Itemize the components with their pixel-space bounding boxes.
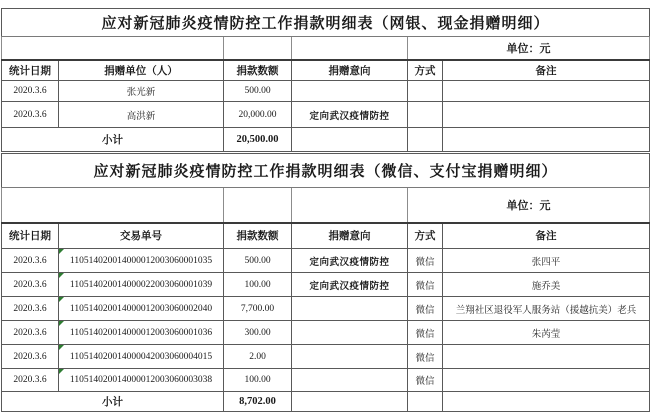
column-header-intent: 捐赠意向 bbox=[292, 60, 408, 81]
cell-method: 微信 bbox=[408, 273, 443, 297]
cell-payer: 高洪新 bbox=[59, 102, 224, 128]
column-header-date: 统计日期 bbox=[2, 60, 59, 81]
cell-note: 朱芮莹 bbox=[443, 321, 650, 345]
unit-label: 单位：元 bbox=[408, 188, 650, 223]
subtotal-label: 小计 bbox=[2, 128, 224, 152]
table-row bbox=[2, 154, 650, 188]
cell-intent: 定向武汉疫情防控 bbox=[292, 273, 408, 297]
empty-cell bbox=[292, 37, 408, 60]
column-header-txn: 交易单号 bbox=[59, 223, 224, 249]
subtotal-amount: 20,500.00 bbox=[224, 128, 292, 152]
cell-amount: 100.00 bbox=[224, 369, 292, 392]
cell-payer: 张光新 bbox=[59, 81, 224, 102]
empty-cell bbox=[408, 128, 443, 152]
cell-date: 2020.3.6 bbox=[2, 321, 59, 345]
unit-label: 单位：元 bbox=[408, 37, 650, 60]
cell-txn: 110514020014000022003060001039 bbox=[59, 273, 224, 297]
cell-intent bbox=[292, 297, 408, 321]
column-header-method: 方式 bbox=[408, 60, 443, 81]
column-header-date: 统计日期 bbox=[2, 223, 59, 249]
column-header-payer: 捐赠单位（人） bbox=[59, 60, 224, 81]
subtotal-row bbox=[2, 392, 650, 412]
column-header-method: 方式 bbox=[408, 223, 443, 249]
cell-intent: 定向武汉疫情防控 bbox=[292, 249, 408, 273]
cell-txn: 110514020014000042003060004015 bbox=[59, 345, 224, 369]
cell-date: 2020.3.6 bbox=[2, 297, 59, 321]
cell-method bbox=[408, 102, 443, 128]
table-row bbox=[2, 369, 650, 392]
cell-amount: 100.00 bbox=[224, 273, 292, 297]
table-header-row bbox=[2, 60, 650, 81]
empty-cell bbox=[224, 188, 292, 223]
table-row bbox=[2, 188, 650, 223]
cell-method: 微信 bbox=[408, 321, 443, 345]
table-row bbox=[2, 9, 650, 37]
cell-method: 微信 bbox=[408, 297, 443, 321]
empty-cell bbox=[2, 37, 224, 60]
subtotal-amount: 8,702.00 bbox=[224, 392, 292, 412]
cell-txn: 110514020014000012003060001035 bbox=[59, 249, 224, 273]
cell-amount: 300.00 bbox=[224, 321, 292, 345]
cell-note: 施乔美 bbox=[443, 273, 650, 297]
cell-date: 2020.3.6 bbox=[2, 102, 59, 128]
cell-intent bbox=[292, 321, 408, 345]
cell-txn: 110514020014000012003060001036 bbox=[59, 321, 224, 345]
table1-title: 应对新冠肺炎疫情防控工作捐款明细表（网银、现金捐赠明细） bbox=[2, 9, 650, 37]
subtotal-label: 小计 bbox=[2, 392, 224, 412]
empty-cell bbox=[292, 128, 408, 152]
cell-txn: 110514020014000012003060002040 bbox=[59, 297, 224, 321]
empty-cell bbox=[2, 188, 224, 223]
cell-note: 兰翔社区退役军人服务站（援越抗美）老兵 bbox=[443, 297, 650, 321]
cell-amount: 2.00 bbox=[224, 345, 292, 369]
table-row bbox=[2, 273, 650, 297]
cell-intent: 定向武汉疫情防控 bbox=[292, 102, 408, 128]
wechat-alipay-donation-table bbox=[1, 153, 650, 412]
empty-cell bbox=[443, 128, 650, 152]
table2-title: 应对新冠肺炎疫情防控工作捐款明细表（微信、支付宝捐赠明细） bbox=[2, 154, 650, 188]
table-row bbox=[2, 37, 650, 60]
cell-txn: 110514020014000012003060003038 bbox=[59, 369, 224, 392]
cell-intent bbox=[292, 345, 408, 369]
table-row bbox=[2, 102, 650, 128]
empty-cell bbox=[224, 37, 292, 60]
cell-date: 2020.3.6 bbox=[2, 273, 59, 297]
cell-method bbox=[408, 81, 443, 102]
cell-amount: 20,000.00 bbox=[224, 102, 292, 128]
table-row bbox=[2, 81, 650, 102]
cell-amount: 7,700.00 bbox=[224, 297, 292, 321]
column-header-amount: 捐款数额 bbox=[224, 223, 292, 249]
column-header-amount: 捐款数额 bbox=[224, 60, 292, 81]
bank-cash-donation-table bbox=[1, 8, 650, 152]
cell-date: 2020.3.6 bbox=[2, 249, 59, 273]
column-header-note: 备注 bbox=[443, 223, 650, 249]
empty-cell bbox=[292, 392, 408, 412]
cell-amount: 500.00 bbox=[224, 81, 292, 102]
cell-intent bbox=[292, 369, 408, 392]
cell-method: 微信 bbox=[408, 369, 443, 392]
column-header-note: 备注 bbox=[443, 60, 650, 81]
cell-note bbox=[443, 81, 650, 102]
table-header-row bbox=[2, 223, 650, 249]
empty-cell bbox=[443, 392, 650, 412]
subtotal-row bbox=[2, 128, 650, 152]
cell-note bbox=[443, 345, 650, 369]
cell-amount: 500.00 bbox=[224, 249, 292, 273]
table-row bbox=[2, 345, 650, 369]
cell-date: 2020.3.6 bbox=[2, 345, 59, 369]
table-row bbox=[2, 297, 650, 321]
cell-method: 微信 bbox=[408, 249, 443, 273]
cell-intent bbox=[292, 81, 408, 102]
cell-note bbox=[443, 369, 650, 392]
cell-date: 2020.3.6 bbox=[2, 81, 59, 102]
empty-cell bbox=[408, 392, 443, 412]
cell-note bbox=[443, 102, 650, 128]
cell-method: 微信 bbox=[408, 345, 443, 369]
cell-note: 张四平 bbox=[443, 249, 650, 273]
empty-cell bbox=[292, 188, 408, 223]
table-row bbox=[2, 321, 650, 345]
cell-date: 2020.3.6 bbox=[2, 369, 59, 392]
table-row bbox=[2, 249, 650, 273]
column-header-intent: 捐赠意向 bbox=[292, 223, 408, 249]
